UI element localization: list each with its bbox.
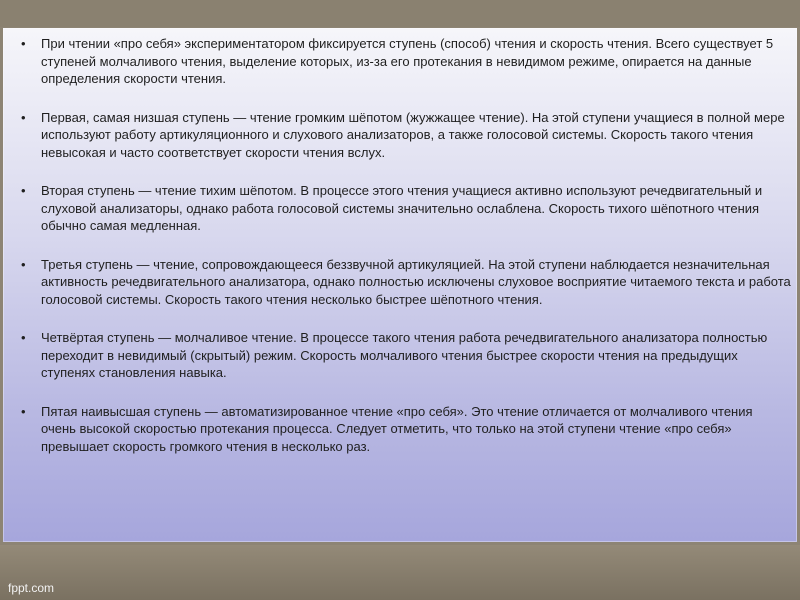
bullet-marker: • [21,330,26,345]
bullet-item-1 [21,35,791,88]
top-bar [0,0,800,27]
bullet-marker: • [21,256,26,272]
bullet-item-3 [21,182,791,235]
bullet-text: Первая, самая низшая ступень — чтение громким шёпотом (жужжащее чтение). На этой ступени учащиеся в полной мере используют работу артикуляционного и слухового анализаторов, а также голосовой системы. Скорость такого чтения невысокая и часто соответствует скорости чтения вслух. [41,109,785,160]
bullet-text: Вторая ступень — чтение тихим шёпотом. В процессе этого чтения учащиеся активно используют речедвигательный и слуховой анализаторы, однако работа голосовой системы значительно ослаблена. Скорость тихого шёпотного чтения обычно самая медленная. [41,183,763,233]
bullet-item-5 [21,329,791,382]
bullet-text: Пятая наивысшая ступень — автоматизированное чтение «про себя». Это чтение отличается от молчаливого чтения очень высокой скоростью протекания процесса. Следует отметить, что только на этой ступени чтение «про себя» превышает скорость громкого чтения в несколько раз. [41,403,753,454]
bullet-marker: • [21,403,26,419]
bullet-text: Третья ступень — чтение, сопровождающееся беззвучной артикуляцией. На этой ступени наблюдается незначительная активность речедвигательного анализатора, однако полностью исключены слуховое восприятие читаемого текста и работа голосовой системы. Скорость такого чтения несколько быстрее шёпотного чтения. [41,256,791,307]
bullet-item-2 [21,109,791,162]
footer-band [0,545,800,600]
bullet-marker: • [21,36,26,51]
bullet-item-4 [21,256,791,309]
bullet-list [21,35,791,476]
bullet-text: Четвёртая ступень — молчаливое чтение. В процессе такого чтения работа речедвигательного анализатора полностью переходит в невидимый (скрытый) режим. Скорость молчаливого чтения быстрее скорости чтения на предыдущих ступенях становления навыка. [41,330,768,380]
bullet-text: При чтении «про себя» экспериментатором фиксируется ступень (способ) чтения и скорость чтения. Всего существует 5 ступеней молчаливого чтения, выделение которых, из-за его протекания в невидимом режиме, опирается на данные определения скорости чтения. [41,36,774,86]
footer-brand-text: fppt.com [8,581,55,595]
bullet-marker: • [21,183,26,198]
bullet-marker: • [21,109,26,125]
slide-content-panel [3,28,797,542]
bullet-item-6 [21,403,791,456]
